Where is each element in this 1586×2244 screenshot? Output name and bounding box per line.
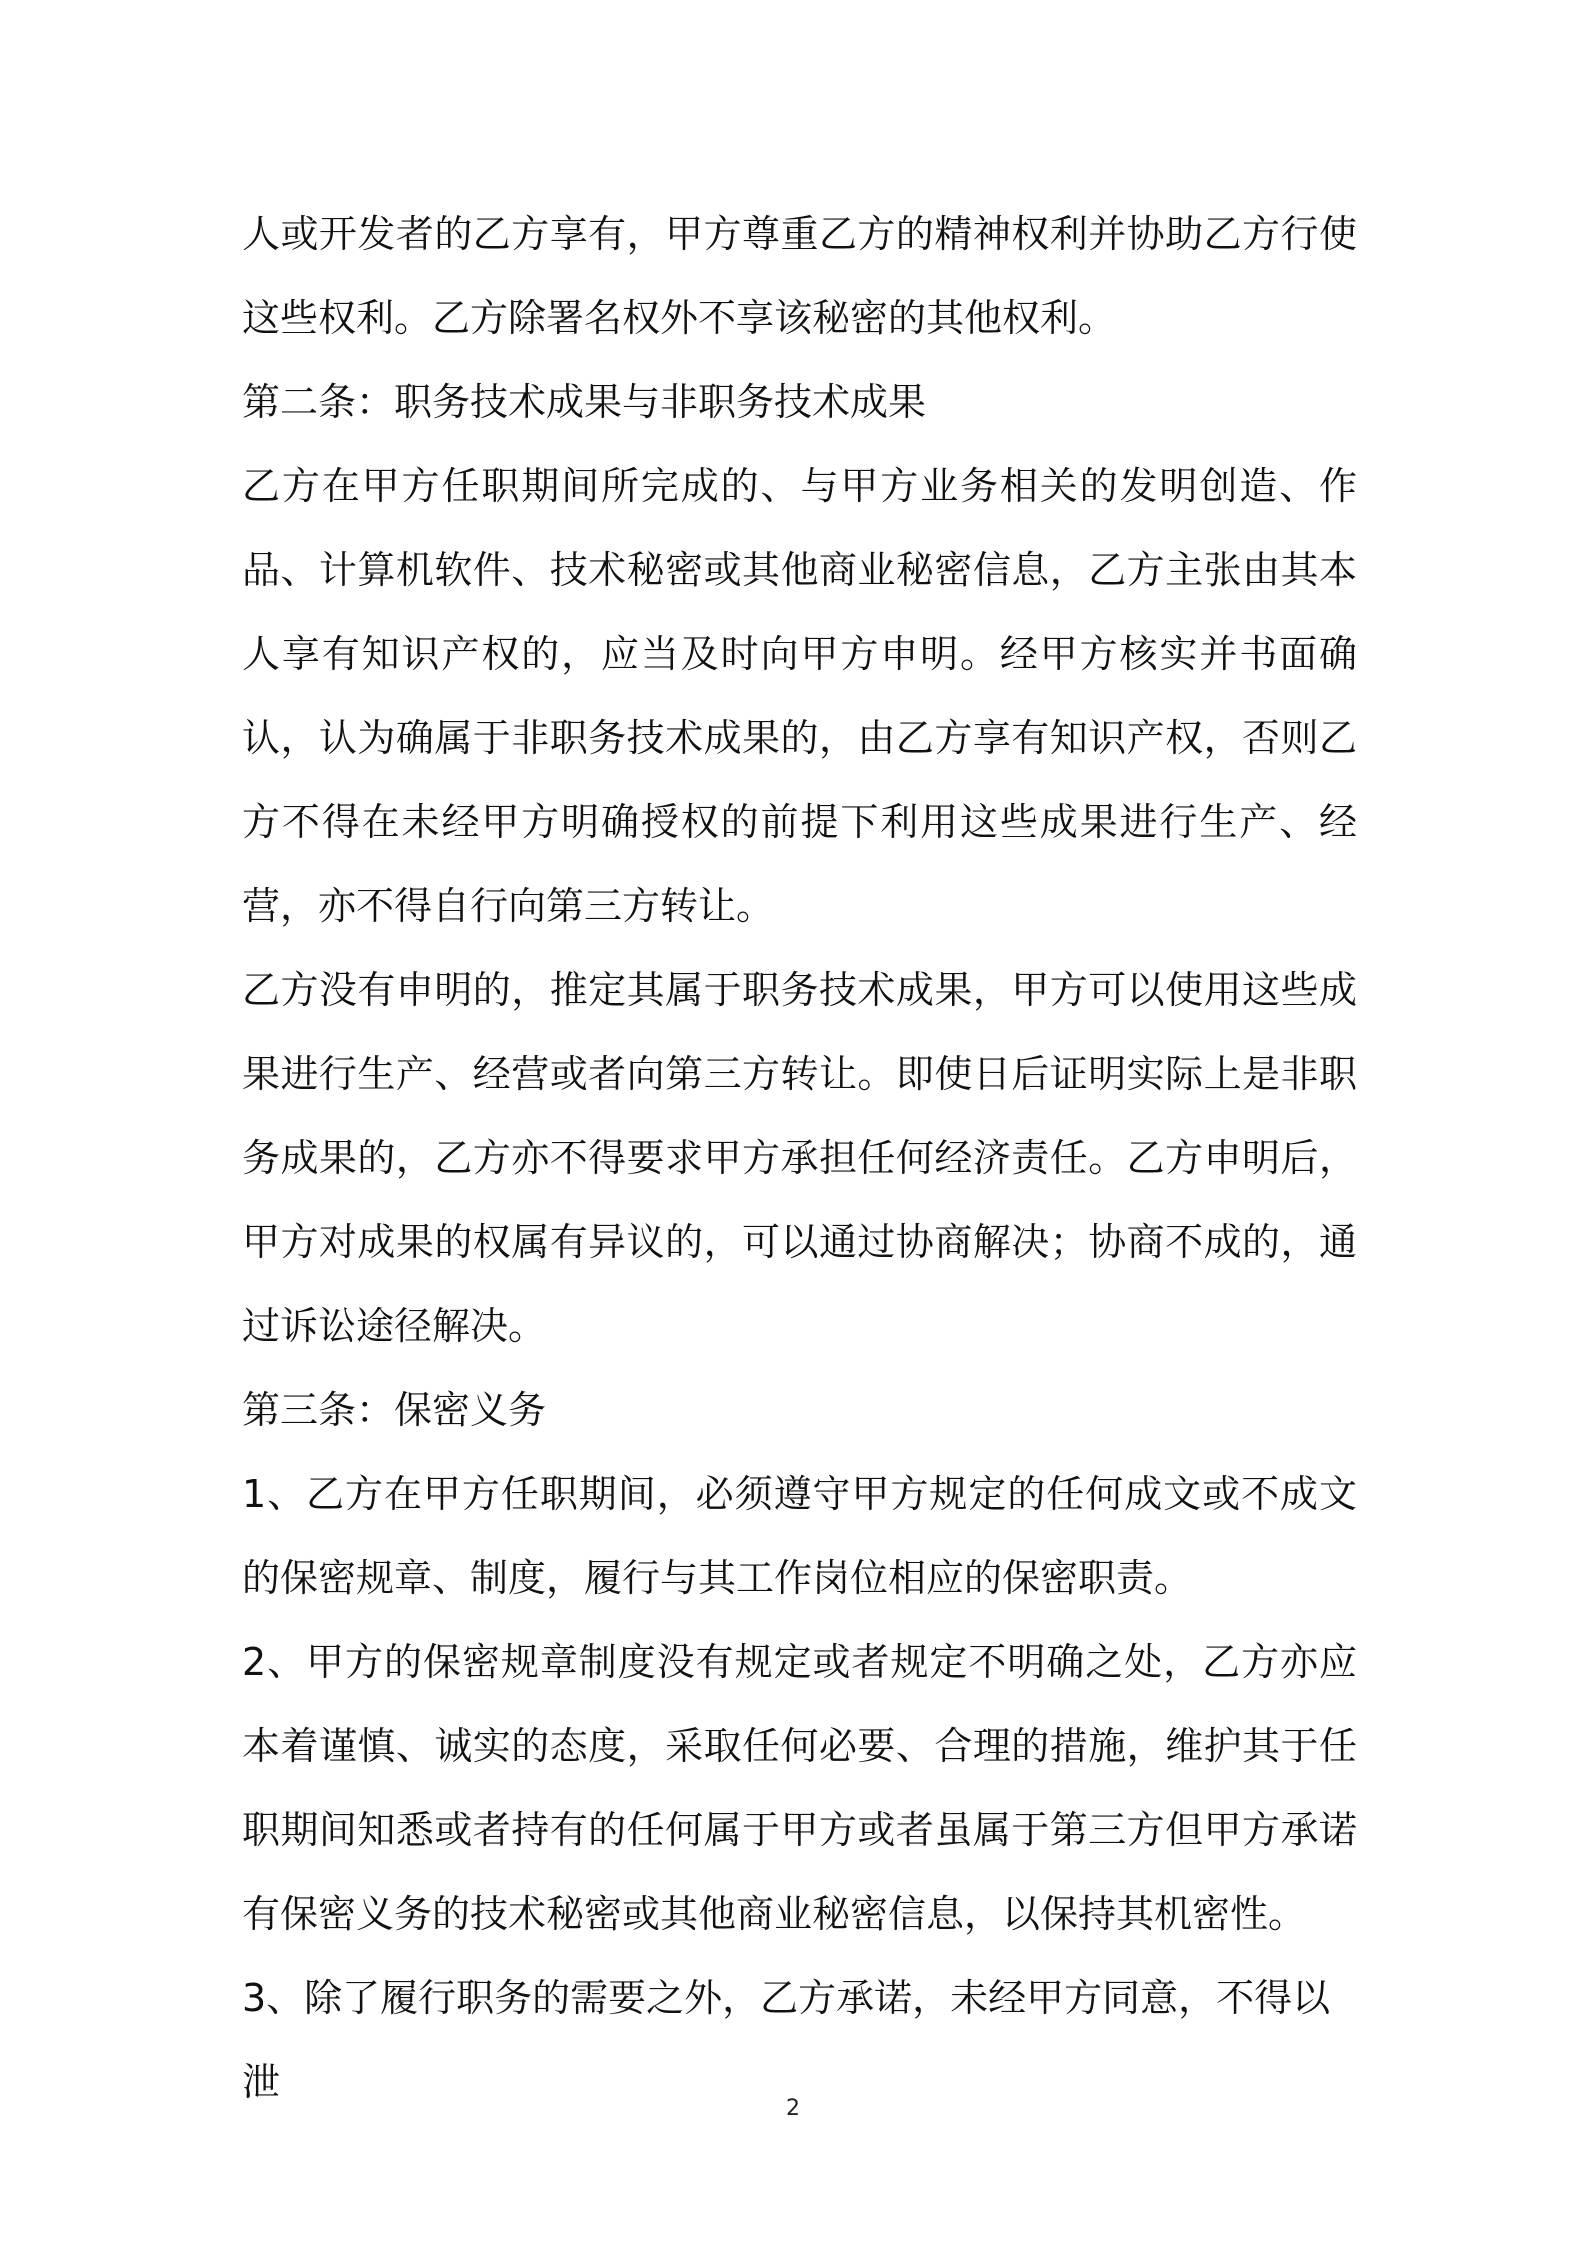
clause-3-2: 2、甲方的保密规章制度没有规定或者规定不明确之处，乙方亦应本着谨慎、诚实的态度，采取任何必要、合理的措施，维护其于任职期间知悉或者持有的任何属于甲方或者虽属于第三方但甲方承诺有保密义务的技术秘密或其他商业秘密信息，以保持其机密性。 <box>242 1640 1357 1936</box>
article-2-heading: 第二条：职务技术成果与非职务技术成果 <box>242 380 927 424</box>
clause-3-1: 1、乙方在甲方任职期间，必须遵守甲方规定的任何成文或不成文的保密规章、制度，履行与其工作岗位相应的保密职责。 <box>242 1472 1357 1600</box>
document-body <box>242 192 1357 2124</box>
page-number: 2 <box>786 2096 800 2121</box>
paragraph-non-service-claim: 乙方在甲方任职期间所完成的、与甲方业务相关的发明创造、作品、计算机软件、技术秘密或其他商业秘密信息，乙方主张由其本人享有知识产权的，应当及时向甲方申明。经甲方核实并书面确认，认为确属于非职务技术成果的，由乙方享有知识产权，否则乙方不得在未经甲方明确授权的前提下利用这些成果进行生产、经营，亦不得自行向第三方转让。 <box>242 464 1357 928</box>
paragraph-rights-continuation: 人或开发者的乙方享有，甲方尊重乙方的精神权利并协助乙方行使这些权利。乙方除署名权外不享该秘密的其他权利。 <box>242 212 1357 340</box>
clause-3-3: 3、除了履行职务的需要之外，乙方承诺，未经甲方同意，不得以泄 <box>242 1976 1331 2104</box>
article-3-heading: 第三条：保密义务 <box>242 1388 547 1432</box>
paragraph-presumed-service: 乙方没有申明的，推定其属于职务技术成果，甲方可以使用这些成果进行生产、经营或者向第三方转让。即使日后证明实际上是非职务成果的，乙方亦不得要求甲方承担任何经济责任。乙方申明后，甲方对成果的权属有异议的，可以通过协商解决；协商不成的，通过诉讼途径解决。 <box>242 968 1357 1348</box>
